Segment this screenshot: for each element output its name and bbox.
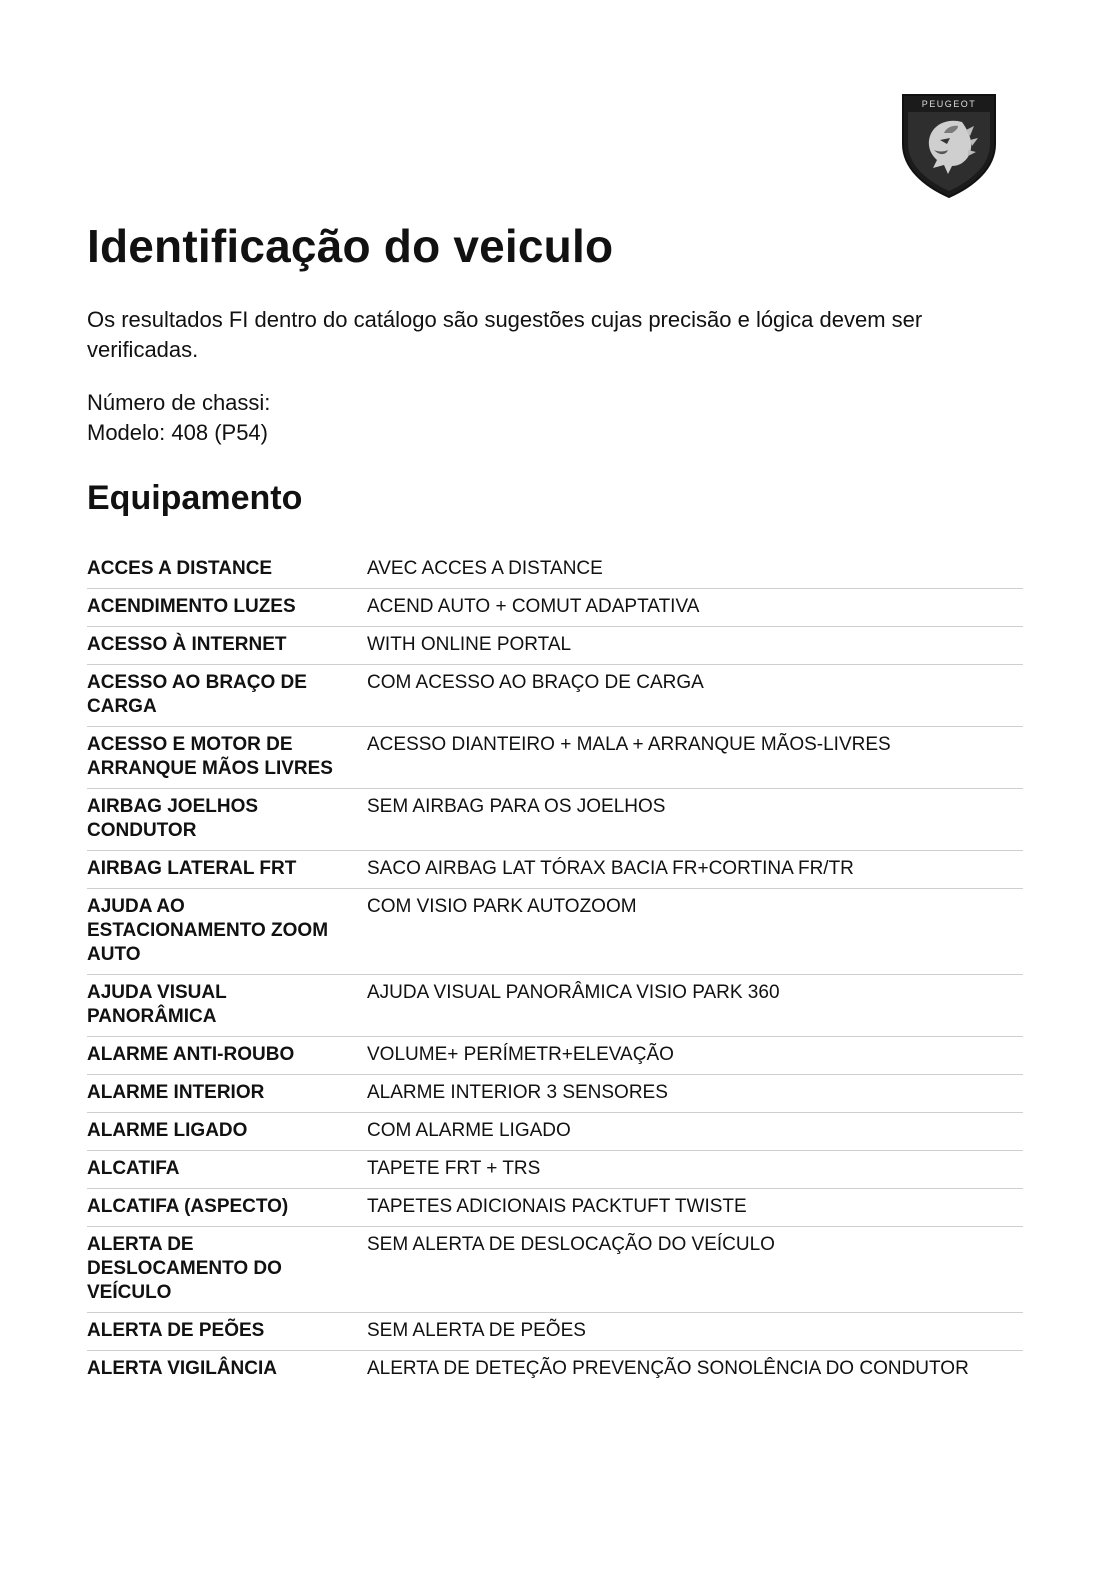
- equipment-key: ACESSO AO BRAÇO DE CARGA: [87, 672, 307, 717]
- equipment-key: ACENDIMENTO LUZES: [87, 596, 296, 617]
- equipment-value: COM VISIO PARK AUTOZOOM: [367, 896, 637, 917]
- equipment-value: COM ACESSO AO BRAÇO DE CARGA: [367, 672, 704, 693]
- equipment-value: ALARME INTERIOR 3 SENSORES: [367, 1082, 668, 1103]
- equipment-value: COM ALARME LIGADO: [367, 1120, 571, 1141]
- equipment-key: ACESSO À INTERNET: [87, 634, 287, 655]
- equipment-value: TAPETES ADICIONAIS PACKTUFT TWISTE: [367, 1196, 747, 1217]
- table-row: [87, 627, 1023, 665]
- equipment-key: ALERTA DE PEÕES: [87, 1320, 265, 1341]
- equipment-key: ALERTA DE DESLOCAMENTO DO VEÍCULO: [87, 1234, 282, 1303]
- table-row: [87, 1351, 1023, 1388]
- equipment-value: SACO AIRBAG LAT TÓRAX BACIA FR+CORTINA FR/TR: [367, 858, 854, 879]
- model-line: Modelo: 408 (P54): [87, 420, 268, 445]
- equipment-value: ACESSO DIANTEIRO + MALA + ARRANQUE MÃOS-LIVRES: [367, 734, 891, 755]
- equipment-table: [87, 551, 1023, 1388]
- equipment-key: ALARME INTERIOR: [87, 1082, 265, 1103]
- table-row: [87, 1227, 1023, 1313]
- equipment-value: SEM ALERTA DE DESLOCAÇÃO DO VEÍCULO: [367, 1234, 775, 1255]
- table-row: [87, 1313, 1023, 1351]
- table-row: [87, 1113, 1023, 1151]
- equipment-key: ACESSO E MOTOR DE ARRANQUE MÃOS LIVRES: [87, 734, 333, 779]
- table-row: [87, 889, 1023, 975]
- table-row: [87, 665, 1023, 727]
- equipment-key: ALCATIFA (ASPECTO): [87, 1196, 289, 1217]
- equipment-value: SEM ALERTA DE PEÕES: [367, 1320, 586, 1341]
- equipment-value: AVEC ACCES A DISTANCE: [367, 558, 603, 579]
- table-row: [87, 789, 1023, 851]
- page-title: Identificação do veiculo: [87, 220, 614, 272]
- equipment-key: ALCATIFA: [87, 1158, 180, 1179]
- table-row: [87, 727, 1023, 789]
- disclaimer-text: Os resultados FI dentro do catálogo são sugestões cujas precisão e lógica devem ser verificadas.: [87, 307, 923, 362]
- equipment-key: AJUDA AO ESTACIONAMENTO ZOOM AUTO: [87, 896, 329, 965]
- equipment-key: AJUDA VISUAL PANORÂMICA: [87, 982, 227, 1027]
- equipment-value: AJUDA VISUAL PANORÂMICA VISIO PARK 360: [367, 982, 780, 1003]
- chassis-number-label: Número de chassi:: [87, 390, 271, 415]
- table-row: [87, 1037, 1023, 1075]
- table-row: [87, 975, 1023, 1037]
- equipment-value: SEM AIRBAG PARA OS JOELHOS: [367, 796, 666, 817]
- peugeot-logo: [900, 92, 998, 200]
- equipment-key: AIRBAG LATERAL FRT: [87, 858, 297, 879]
- equipment-value: ALERTA DE DETEÇÃO PREVENÇÃO SONOLÊNCIA DO CONDUTOR: [367, 1358, 969, 1379]
- equipment-value: WITH ONLINE PORTAL: [367, 634, 572, 655]
- logo-text: PEUGEOT: [921, 99, 977, 109]
- equipment-key: AIRBAG JOELHOS CONDUTOR: [87, 796, 259, 841]
- table-row: [87, 1151, 1023, 1189]
- equipment-key: ALERTA VIGILÂNCIA: [87, 1358, 277, 1379]
- equipment-key: ALARME LIGADO: [87, 1120, 248, 1141]
- table-row: [87, 589, 1023, 627]
- table-row: [87, 851, 1023, 889]
- equipment-key: ACCES A DISTANCE: [87, 558, 273, 579]
- equipment-value: ACEND AUTO + COMUT ADAPTATIVA: [367, 596, 700, 617]
- table-row: [87, 1189, 1023, 1227]
- equipment-section-title: Equipamento: [87, 479, 303, 517]
- table-row: [87, 551, 1023, 589]
- equipment-value: TAPETE FRT + TRS: [367, 1158, 541, 1179]
- table-row: [87, 1075, 1023, 1113]
- vehicle-info: [87, 388, 270, 448]
- equipment-value: VOLUME+ PERÍMETR+ELEVAÇÃO: [367, 1044, 674, 1065]
- equipment-key: ALARME ANTI-ROUBO: [87, 1044, 295, 1065]
